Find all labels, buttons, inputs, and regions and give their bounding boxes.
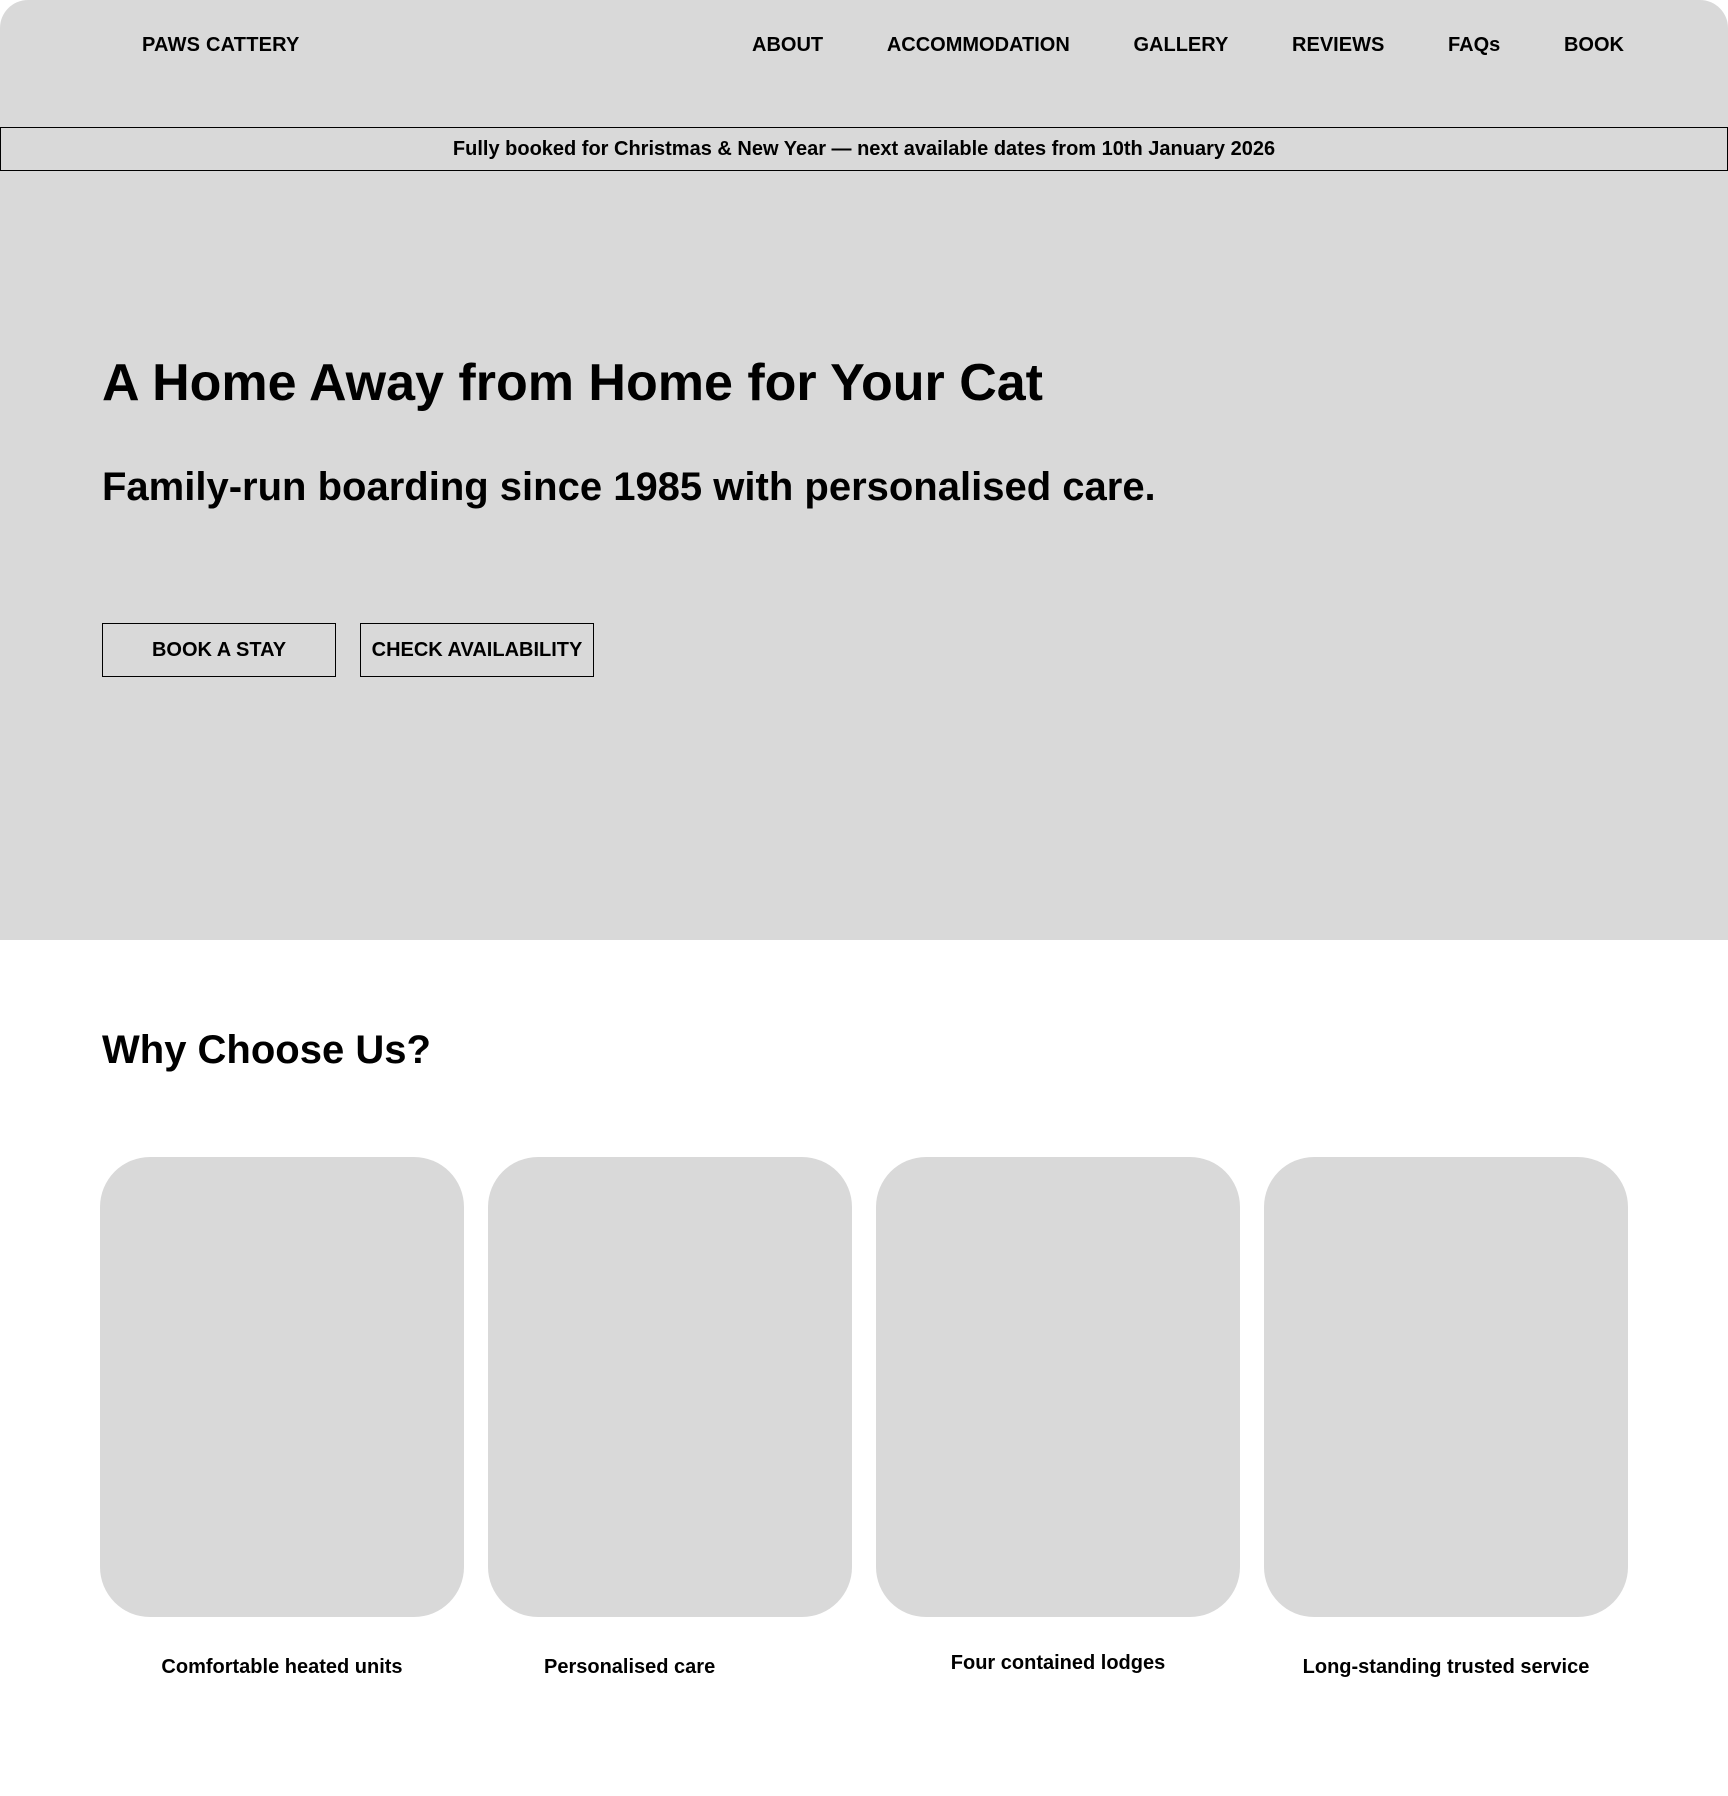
announcement-banner xyxy=(0,127,1728,171)
why-choose-us-title: Why Choose Us? xyxy=(102,1028,431,1072)
feature-image-placeholder xyxy=(876,1157,1240,1617)
feature-caption: Four contained lodges xyxy=(950,1652,1166,1674)
feature-caption: Comfortable heated units xyxy=(161,1656,403,1678)
feature-card xyxy=(488,1157,852,1679)
nav-item-accommodation[interactable]: ACCOMMODATION xyxy=(886,34,1070,56)
feature-card xyxy=(1264,1157,1628,1679)
site-logo[interactable]: PAWS CATTERY xyxy=(142,34,300,56)
nav-item-reviews[interactable]: REVIEWS xyxy=(1292,34,1385,56)
book-a-stay-button[interactable]: BOOK A STAY xyxy=(102,623,336,677)
feature-image-placeholder xyxy=(100,1157,464,1617)
hero-subtitle: Family-run boarding since 1985 with personalised care. xyxy=(102,465,1156,509)
feature-card xyxy=(100,1157,464,1679)
nav-item-about[interactable]: ABOUT xyxy=(752,34,824,56)
feature-image-placeholder xyxy=(488,1157,852,1617)
nav-item-book[interactable]: BOOK xyxy=(1563,34,1624,56)
hero-title: A Home Away from Home for Your Cat xyxy=(102,354,1043,412)
main-nav xyxy=(752,33,1624,57)
nav-item-gallery[interactable]: GALLERY xyxy=(1133,34,1229,56)
check-availability-button[interactable]: CHECK AVAILABILITY xyxy=(360,623,594,677)
nav-item-faqs[interactable]: FAQs xyxy=(1448,34,1501,56)
feature-card xyxy=(876,1157,1240,1675)
feature-caption: Long-standing trusted service xyxy=(1302,1656,1590,1678)
feature-image-placeholder xyxy=(1264,1157,1628,1617)
announcement-text: Fully booked for Christmas & New Year — next available dates from 10th January 2026 xyxy=(452,137,1276,160)
feature-caption: Personalised care xyxy=(544,1656,716,1678)
